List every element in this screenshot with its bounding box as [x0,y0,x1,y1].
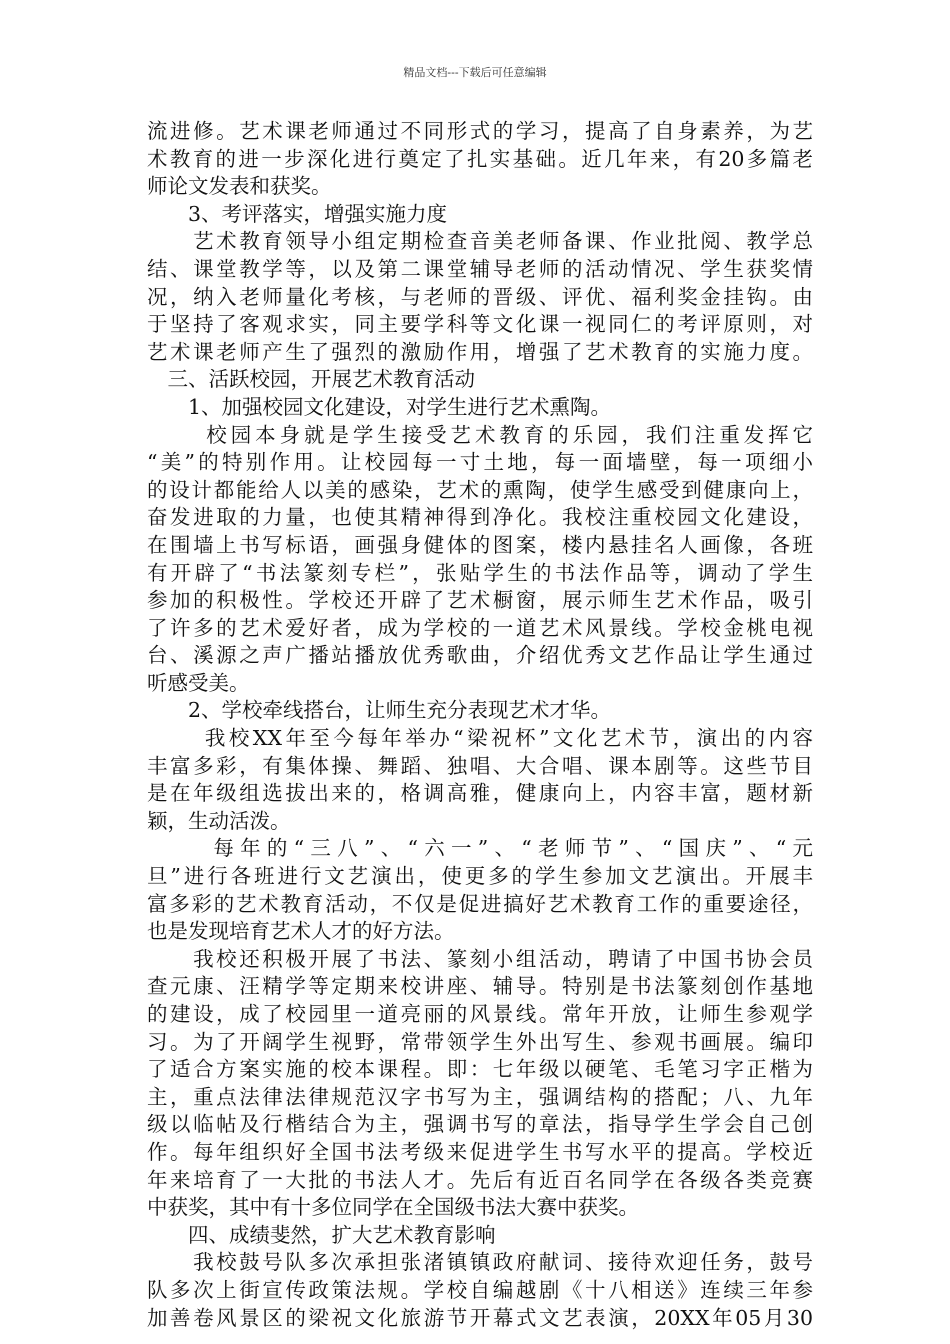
text-line: 三、活跃校园，开展艺术教育活动 [147,367,475,392]
text-line: 师论文发表和获奖。 [147,174,332,199]
text-line: 1、加强校园文化建设，对学生进行艺术熏陶。 [147,394,612,419]
text-line: 查元康、汪精学等定期来校讲座、辅导。特别是书法篆刻创作基地 [147,974,813,999]
text-line: 作。每年组织好全国书法考级来促进学生书写水平的提高。学校近 [147,1139,813,1164]
text-line: 听感受美。 [147,670,250,695]
text-line: 习。为了开阔学生视野，常带领学生外出写生、参观书画展。编印 [147,1029,813,1054]
text-line: 奋发进取的力量，也使其精神得到净化。我校注重校园文化建设， [147,505,813,530]
text-line: 艺术教育领导小组定期检查音美老师备课、作业批阅、教学总 [147,229,813,254]
text-line: 主，重点法律法律规范汉字书写为主，强调结构的搭配；八、九年 [147,1084,813,1109]
text-line: 结、课堂教学等，以及第二课堂辅导老师的活动情况、学生获奖情 [147,256,813,281]
text-line: 我校XX年至今每年举办“梁祝杯”文化艺术节，演出的内容 [147,726,813,751]
text-line: 校园本身就是学生接受艺术教育的乐园，我们注重发挥它 [147,422,813,447]
text-line: “美”的特别作用。让校园每一寸土地，每一面墙壁，每一项细小 [147,450,813,475]
text-line: 每年的“三八”、“六一”、“老师节”、“国庆”、“元 [147,836,813,861]
text-line: 2、学校牵线搭台，让师生充分表现艺术才华。 [147,698,612,723]
text-line: 四、成绩斐然，扩大艺术教育影响 [147,1222,496,1247]
text-line: 颖，生动活泼。 [147,808,291,833]
text-line: 也是发现培育艺术人才的好方法。 [147,919,455,944]
text-line: 的设计都能给人以美的感染，艺术的熏陶，使学生感受到健康向上， [147,477,813,502]
text-line: 有开辟了“书法篆刻专栏”，张贴学生的书法作品等，调动了学生 [147,560,813,585]
text-line: 级以临帖及行楷结合为主，强调书写的章法，指导学生学会自己创 [147,1112,813,1137]
text-line: 艺术课老师产生了强烈的激励作用，增强了艺术教育的实施力度。 [147,339,813,364]
text-line: 丰富多彩，有集体操、舞蹈、独唱、大合唱、课本剧等。这些节目 [147,753,813,778]
document-body [147,118,813,1332]
text-line: 了适合方案实施的校本课程。即：七年级以硬笔、毛笔习字正楷为 [147,1057,813,1082]
text-line: 的建设，成了校园里一道亮丽的风景线。常年开放，让师生参观学 [147,1002,813,1026]
text-line: 富多彩的艺术教育活动，不仅是促进搞好艺术教育工作的重要途径， [147,891,813,916]
text-line: 旦”进行各班进行文艺演出，使更多的学生参加文艺演出。开展丰 [147,864,813,889]
page-header: 精品文档---下载后可任意编辑 [403,66,547,79]
text-line: 术教育的进一步深化进行奠定了扎实基础。近几年来，有20多篇老 [147,146,813,171]
text-line: 况，纳入老师量化考核，与老师的晋级、评优、福利奖金挂钩。由 [147,284,813,309]
text-line: 流进修。艺术课老师通过不同形式的学习，提高了自身素养，为艺 [147,119,813,143]
text-line: 3、考评落实，增强实施力度 [147,201,448,226]
text-line: 是在年级组选拔出来的，格调高雅，健康向上，内容丰富，题材新 [147,781,813,806]
text-line: 中获奖，其中有十多位同学在全国级书法大赛中获奖。 [147,1195,639,1220]
text-line: 了许多的艺术爱好者，成为学校的一道艺术风景线。学校金桃电视 [147,615,813,640]
text-line: 在围墙上书写标语，画强身健体的图案，楼内悬挂名人画像，各班 [147,532,813,557]
text-line: 年来培育了一大批的书法人才。先后有近百名同学在各级各类竞赛 [147,1167,813,1192]
text-line: 于坚持了客观求实，同主要学科等文化课一视同仁的考评原则，对 [147,312,813,337]
text-line: 队多次上街宣传政策法规。学校自编越剧《十八相送》连续三年参 [147,1277,813,1302]
text-line: 参加的积极性。学校还开辟了艺术橱窗，展示师生艺术作品，吸引 [147,588,813,613]
text-line: 我校鼓号队多次承担张渚镇镇政府献词、接待欢迎任务，鼓号 [147,1250,813,1275]
text-line: 我校还积极开展了书法、篆刻小组活动，聘请了中国书协会员 [147,946,813,971]
text-line: 台、溪源之声广播站播放优秀歌曲，介绍优秀文艺作品让学生通过 [147,643,813,668]
text-line: 加善卷风景区的梁祝文化旅游节开幕式文艺表演，20XX年05月30 [147,1305,813,1330]
